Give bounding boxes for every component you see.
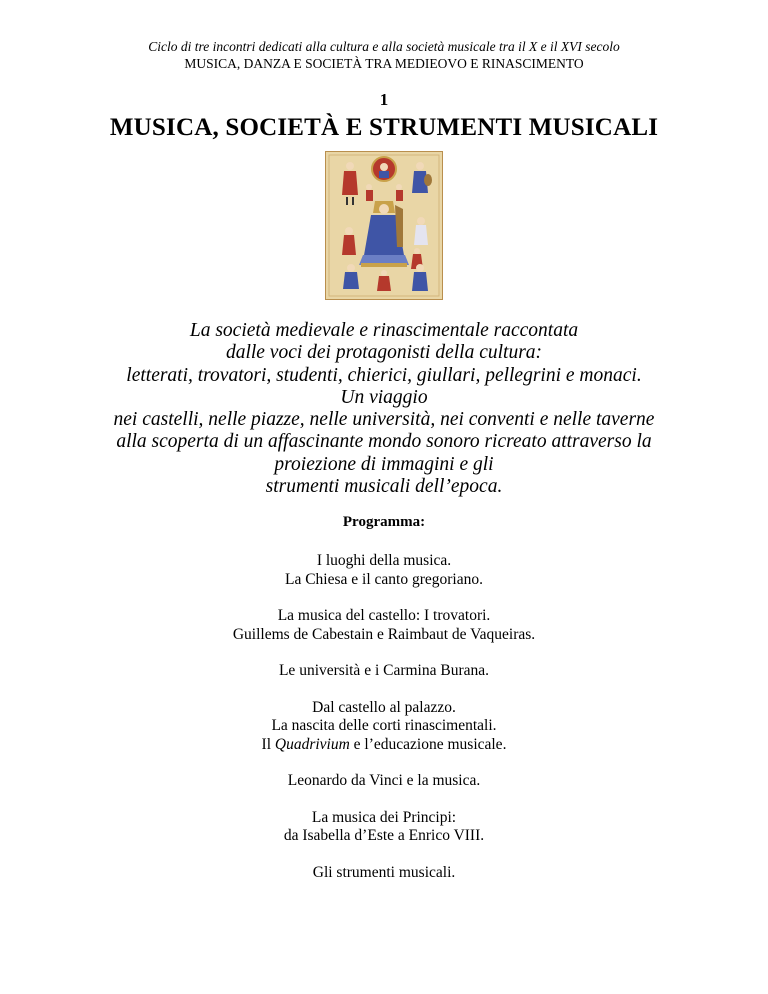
program-item [0, 864, 768, 883]
episode-title: MUSICA, SOCIETÀ E STRUMENTI MUSICALI [109, 114, 659, 141]
program-item [0, 552, 768, 589]
series-title: MUSICA, DANZA E SOCIETÀ TRA MEDIEOVO E RINASCIMENTO [184, 56, 584, 71]
description-line: dalle voci dei protagonisti della cultura: [225, 342, 543, 364]
program-text: e l’educazione musicale. [349, 735, 507, 753]
program-line: Dal castello al palazzo. [312, 698, 456, 716]
description-line: strumenti musicali dell’epoca. [265, 476, 503, 498]
program-item [0, 809, 768, 846]
description-line: alla scoperta di un affascinante mondo sonoro ricreato attraverso la [116, 431, 652, 453]
program-item [0, 607, 768, 644]
program-item [0, 772, 768, 791]
program-line: Guillems de Cabestain e Raimbaut de Vaqueiras. [232, 625, 536, 643]
program-line: La nascita delle corti rinascimentali. [271, 717, 497, 734]
description-line: nei castelli, nelle piazze, nelle università, nei conventi e nelle taverne [113, 409, 655, 431]
episode-number: 1 [379, 90, 389, 109]
program-line: Le università e i Carmina Burana. [278, 662, 490, 679]
program-text: Il [261, 735, 275, 753]
program-line: I luoghi della musica. [316, 552, 452, 569]
program-item [0, 662, 768, 681]
program-heading: Programma: [342, 514, 426, 530]
description-line: Un viaggio [340, 386, 428, 408]
program-line: La musica del castello: I trovatori. [277, 607, 491, 624]
program-list [0, 552, 768, 900]
quadrivium-term: Quadrivium [274, 735, 350, 753]
medieval-musicians-miniature-icon [325, 151, 443, 300]
cycle-subtitle: Ciclo di tre incontri dedicati alla cultura e alla società musicale tra il X e il XVI secolo [148, 39, 620, 54]
description-line: letterati, trovatori, studenti, chierici, giullari, pellegrini e monaci. [126, 364, 642, 386]
program-line: Gli strumenti musicali. [312, 863, 456, 881]
description-line: La società medievale e rinascimentale raccontata [189, 320, 579, 341]
program-line [0, 736, 768, 755]
program-line: da Isabella d’Este a Enrico VIII. [283, 827, 485, 844]
program-line: La Chiesa e il canto gregoriano. [285, 570, 483, 588]
description-block [60, 320, 708, 498]
description-line: proiezione di immagini e gli [274, 453, 494, 475]
program-line: Leonardo da Vinci e la musica. [287, 772, 481, 789]
program-item [0, 699, 768, 755]
program-line: La musica dei Principi: [311, 808, 457, 826]
